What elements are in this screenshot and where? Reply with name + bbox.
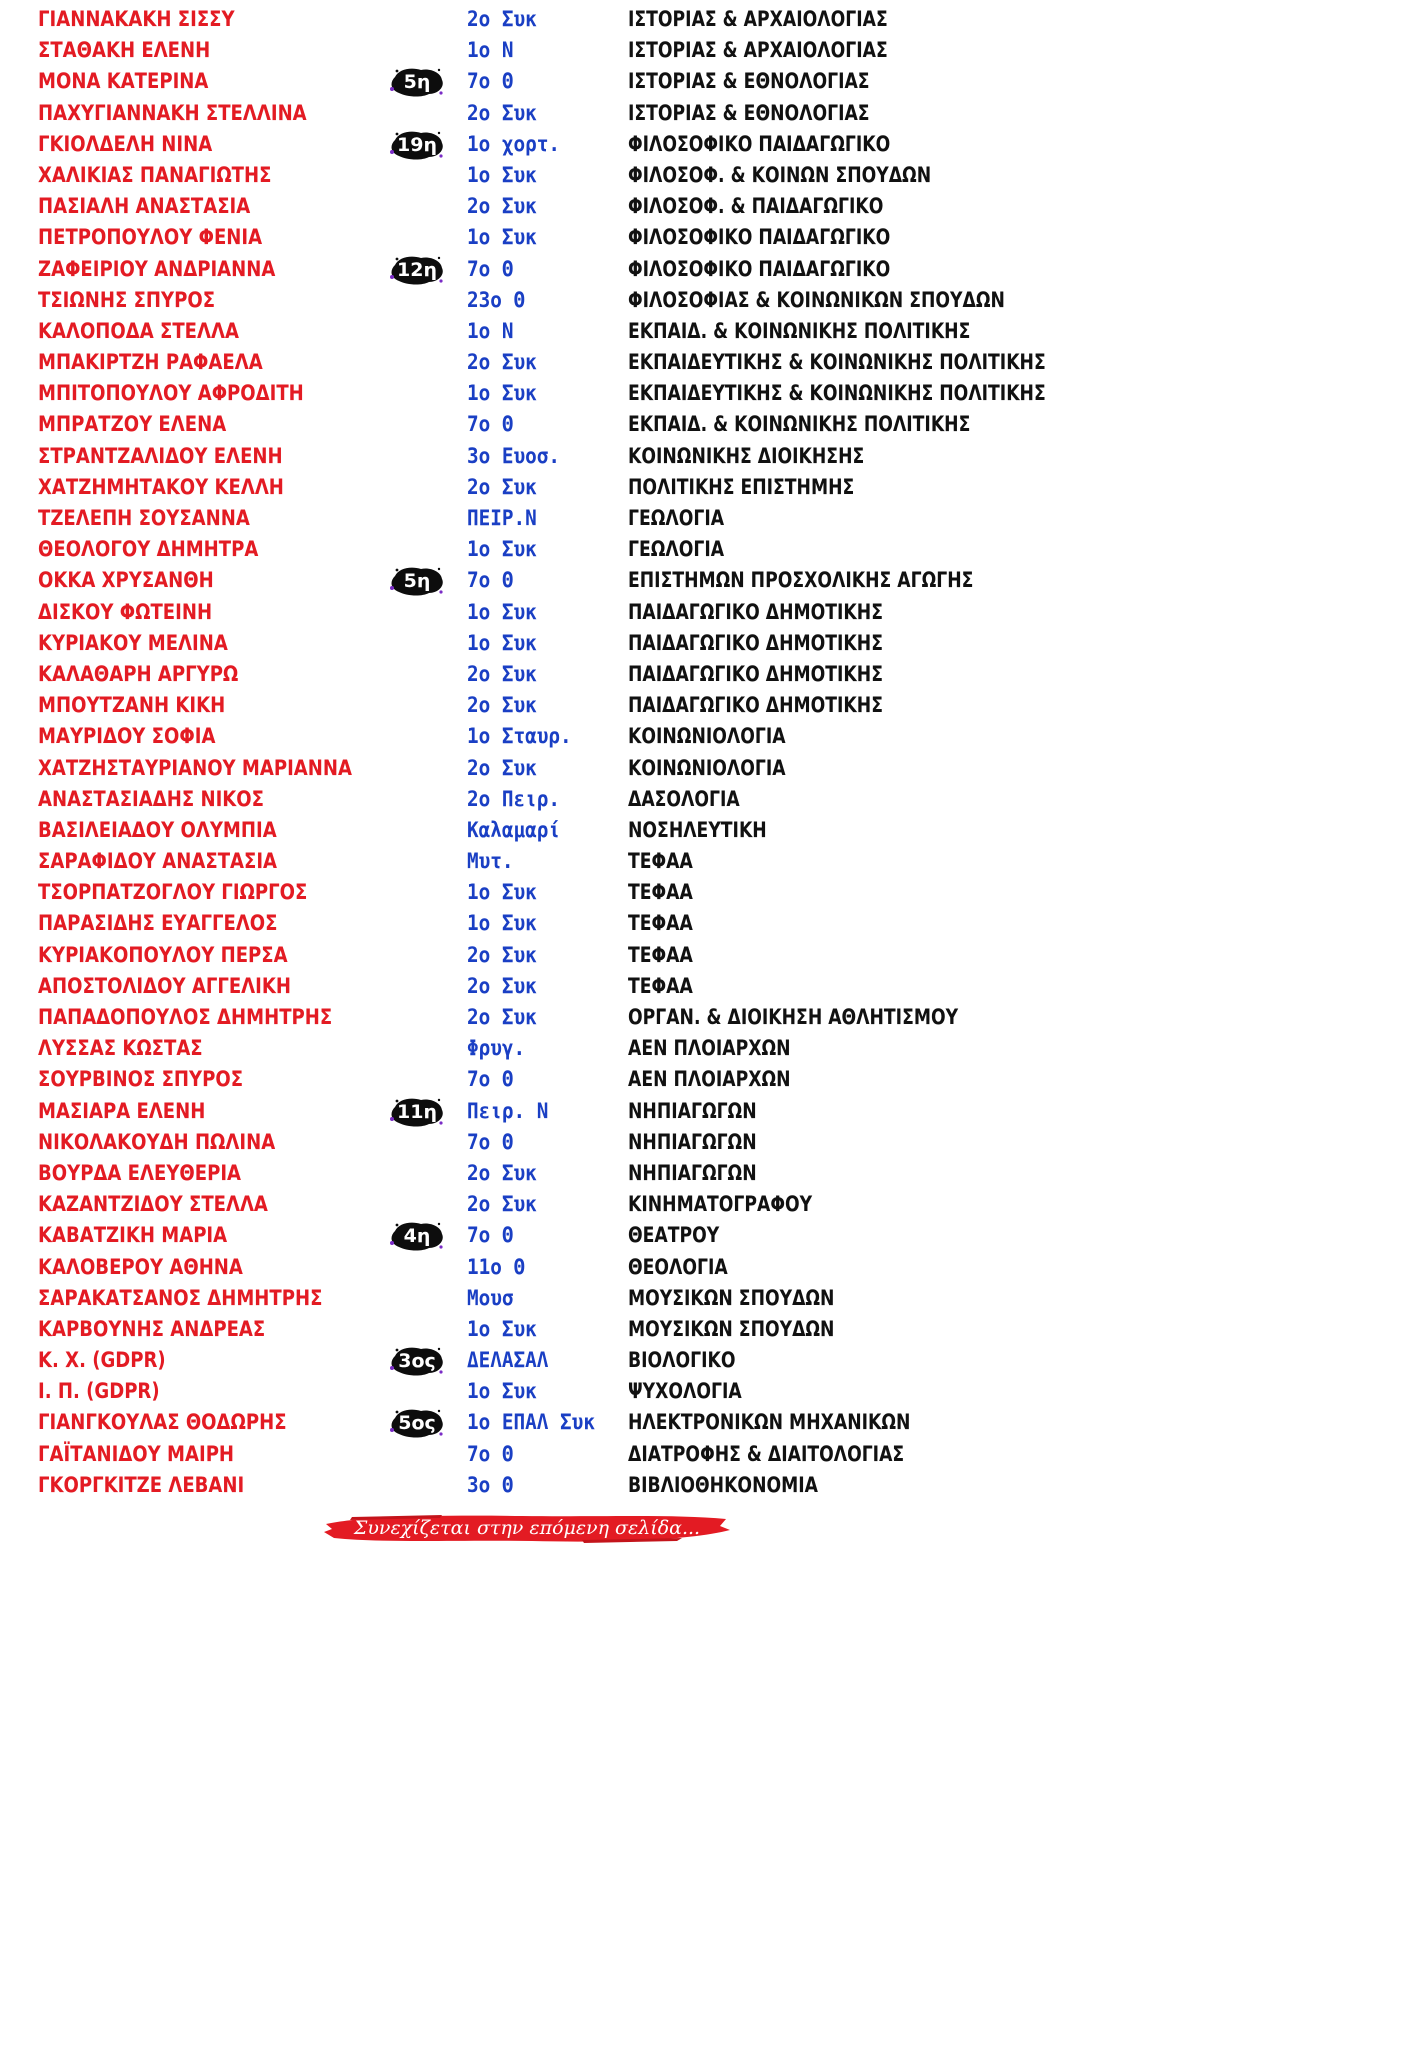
student-name: Κ. Χ. (GDPR) bbox=[38, 1348, 166, 1373]
school-label: 2ο Συκ bbox=[467, 942, 537, 967]
student-name: ΑΠΟΣΤΟΛΙΔΟΥ ΑΓΓΕΛΙΚΗ bbox=[38, 973, 291, 998]
student-name: ΤΣΙΩΝΗΣ ΣΠΥΡΟΣ bbox=[38, 287, 216, 312]
department-label: ΚΟΙΝΩΝΙΟΛΟΓΙΑ bbox=[628, 755, 786, 780]
school-label: 2ο Πειρ. bbox=[467, 786, 561, 811]
school-label: 2ο Συκ bbox=[467, 973, 537, 998]
department-label: ΔΙΑΤΡΟΦΗΣ & ΔΙΑΙΤΟΛΟΓΙΑΣ bbox=[628, 1441, 905, 1466]
student-name: ΒΟΥΡΔΑ ΕΛΕΥΘΕΡΙΑ bbox=[38, 1160, 242, 1185]
school-label: 2ο Συκ bbox=[467, 474, 537, 499]
list-item bbox=[0, 441, 1100, 472]
student-name: ΠΑΠΑΔΟΠΟΥΛΟΣ ΔΗΜΗΤΡΗΣ bbox=[38, 1005, 333, 1029]
department-label: ΕΚΠΑΙΔ. & ΚΟΙΝΩΝΙΚΗΣ ΠΟΛΙΤΙΚΗΣ bbox=[628, 318, 971, 343]
school-label: 2ο Συκ bbox=[467, 1160, 537, 1185]
department-label: ΑΕΝ ΠΛΟΙΑΡΧΩΝ bbox=[628, 1036, 791, 1061]
school-label: Μυτ. bbox=[467, 849, 514, 874]
department-label: ΝΗΠΙΑΓΩΓΩΝ bbox=[628, 1098, 757, 1123]
student-name: ΑΝΑΣΤΑΣΙΑΔΗΣ ΝΙΚΟΣ bbox=[38, 786, 264, 811]
student-name: ΚΥΡΙΑΚΟΠΟΥΛΟΥ ΠΕΡΣΑ bbox=[38, 942, 288, 967]
school-label: 1ο Συκ bbox=[467, 911, 537, 936]
list-item bbox=[0, 1345, 1100, 1376]
rank-badge bbox=[389, 1097, 445, 1127]
student-name: ΧΑΛΙΚΙΑΣ ΠΑΝΑΓΙΩΤΗΣ bbox=[38, 162, 272, 187]
department-label: ΕΚΠΑΙΔ. & ΚΟΙΝΩΝΙΚΗΣ ΠΟΛΙΤΙΚΗΣ bbox=[628, 412, 971, 437]
department-label: ΤΕΦΑΑ bbox=[628, 849, 693, 874]
list-item bbox=[0, 940, 1100, 971]
student-name: ΣΤΡΑΝΤΖΑΛΙΔΟΥ ΕΛΕΝΗ bbox=[38, 443, 283, 468]
school-label: 2ο Συκ bbox=[467, 350, 537, 375]
rank-badge bbox=[389, 1408, 445, 1438]
list-item bbox=[0, 347, 1100, 378]
list-item bbox=[0, 129, 1100, 160]
list-item bbox=[0, 846, 1100, 877]
list-item bbox=[0, 753, 1100, 784]
school-label: 7ο Θ bbox=[467, 1129, 514, 1154]
student-name: ΛΥΣΣΑΣ ΚΩΣΤΑΣ bbox=[38, 1036, 203, 1061]
school-label: 2ο Συκ bbox=[467, 1005, 537, 1029]
school-label: Φρυγ. bbox=[467, 1036, 526, 1061]
department-label: ΜΟΥΣΙΚΩΝ ΣΠΟΥΔΩΝ bbox=[628, 1285, 835, 1310]
student-name: ΜΠΙΤΟΠΟΥΛΟΥ ΑΦΡΟΔΙΤΗ bbox=[38, 381, 304, 406]
department-label: ΘΕΟΛΟΓΙΑ bbox=[628, 1254, 728, 1279]
list-item bbox=[0, 66, 1100, 97]
list-item bbox=[0, 908, 1100, 939]
list-item bbox=[0, 254, 1100, 285]
student-name: ΚΑΛΑΘΑΡΗ ΑΡΓΥΡΩ bbox=[38, 661, 239, 686]
student-name: ΠΑΡΑΣΙΔΗΣ ΕΥΑΓΓΕΛΟΣ bbox=[38, 911, 278, 936]
department-label: ΠΑΙΔΑΓΩΓΙΚΟ ΔΗΜΟΤΙΚΗΣ bbox=[628, 661, 883, 686]
department-label: ΤΕΦΑΑ bbox=[628, 911, 693, 936]
list-item bbox=[0, 1158, 1100, 1189]
school-label: 1ο Ν bbox=[467, 318, 514, 343]
school-label: 2ο Συκ bbox=[467, 1192, 537, 1217]
department-label: ΦΙΛΟΣΟΦΙΑΣ & ΚΟΙΝΩΝΙΚΩΝ ΣΠΟΥΔΩΝ bbox=[628, 287, 1005, 312]
school-label: 2ο Συκ bbox=[467, 661, 537, 686]
school-label: 1ο Συκ bbox=[467, 630, 537, 655]
rank-badge-label: 11η bbox=[397, 1100, 437, 1123]
list-item bbox=[0, 4, 1100, 35]
list-item bbox=[0, 472, 1100, 503]
student-name: ΠΑΧΥΓΙΑΝΝΑΚΗ ΣΤΕΛΛΙΝΑ bbox=[38, 100, 307, 125]
list-item bbox=[0, 628, 1100, 659]
department-label: ΜΟΥΣΙΚΩΝ ΣΠΟΥΔΩΝ bbox=[628, 1316, 835, 1341]
school-label: 7ο Θ bbox=[467, 1223, 514, 1248]
department-label: ΝΗΠΙΑΓΩΓΩΝ bbox=[628, 1160, 757, 1185]
school-label: 2ο Συκ bbox=[467, 100, 537, 125]
student-name: ΚΑΖΑΝΤΖΙΔΟΥ ΣΤΕΛΛΑ bbox=[38, 1192, 268, 1217]
list-item bbox=[0, 35, 1100, 66]
list-item bbox=[0, 1127, 1100, 1158]
school-label: 1ο ΕΠΑΛ Συκ bbox=[467, 1410, 595, 1435]
rank-badge-label: 19η bbox=[397, 133, 437, 156]
student-name: ΚΑΛΟΒΕΡΟΥ ΑΘΗΝΑ bbox=[38, 1254, 243, 1279]
student-name: ΧΑΤΖΗΜΗΤΑΚΟΥ ΚΕΛΛΗ bbox=[38, 474, 284, 499]
rank-badge bbox=[389, 1221, 445, 1251]
department-label: ΙΣΤΟΡΙΑΣ & ΕΘΝΟΛΟΓΙΑΣ bbox=[628, 69, 870, 94]
rank-badge bbox=[389, 1346, 445, 1376]
student-name: ΜΠΟΥΤΖΑΝΗ ΚΙΚΗ bbox=[38, 693, 226, 718]
student-name: Ι. Π. (GDPR) bbox=[38, 1379, 160, 1404]
list-item bbox=[0, 877, 1100, 908]
list-item bbox=[0, 222, 1100, 253]
student-name: ΓΙΑΝΝΑΚΑΚΗ ΣΙΣΣΥ bbox=[38, 7, 235, 31]
department-label: ΓΕΩΛΟΓΙΑ bbox=[628, 506, 725, 530]
school-label: ΔΕΛΑΣΑΛ bbox=[467, 1348, 549, 1373]
department-label: ΙΣΤΟΡΙΑΣ & ΑΡΧΑΙΟΛΟΓΙΑΣ bbox=[628, 7, 888, 31]
school-label: 7ο Θ bbox=[467, 1067, 514, 1092]
student-name: ΖΑΦΕΙΡΙΟΥ ΑΝΔΡΙΑΝΝΑ bbox=[38, 256, 276, 281]
department-label: ΕΚΠΑΙΔΕΥΤΙΚΗΣ & ΚΟΙΝΩΝΙΚΗΣ ΠΟΛΙΤΙΚΗΣ bbox=[628, 381, 1046, 406]
department-label: ΠΟΛΙΤΙΚΗΣ ΕΠΙΣΤΗΜΗΣ bbox=[628, 474, 855, 499]
department-label: ΒΙΒΛΙΟΘΗΚΟΝΟΜΙΑ bbox=[628, 1472, 818, 1497]
school-label: 2ο Συκ bbox=[467, 693, 537, 718]
school-label: 1ο Συκ bbox=[467, 162, 537, 187]
list-item bbox=[0, 316, 1100, 347]
department-label: ΙΣΤΟΡΙΑΣ & ΕΘΝΟΛΟΓΙΑΣ bbox=[628, 100, 870, 125]
student-name: ΤΖΕΛΕΠΗ ΣΟΥΣΑΝΝΑ bbox=[38, 506, 250, 530]
list-item bbox=[0, 1376, 1100, 1407]
department-label: ΚΙΝΗΜΑΤΟΓΡΑΦΟΥ bbox=[628, 1192, 813, 1217]
student-name: ΒΑΣΙΛΕΙΑΔΟΥ ΟΛΥΜΠΙΑ bbox=[38, 817, 277, 842]
school-label: 7ο Θ bbox=[467, 412, 514, 437]
list-item bbox=[0, 784, 1100, 815]
student-name: ΣΑΡΑΚΑΤΣΑΝΟΣ ΔΗΜΗΤΡΗΣ bbox=[38, 1285, 323, 1310]
school-label: 1ο Συκ bbox=[467, 381, 537, 406]
school-label: 7ο Θ bbox=[467, 256, 514, 281]
rank-badge-label: 5η bbox=[403, 570, 431, 593]
list-item bbox=[0, 1314, 1100, 1345]
school-label: Μουσ bbox=[467, 1285, 514, 1310]
results-list bbox=[0, 4, 1100, 1501]
department-label: ΤΕΦΑΑ bbox=[628, 973, 693, 998]
list-item bbox=[0, 690, 1100, 721]
school-label: 2ο Συκ bbox=[467, 7, 537, 31]
list-item bbox=[0, 1439, 1100, 1470]
student-name: ΜΠΡΑΤΖΟΥ ΕΛΕΝΑ bbox=[38, 412, 227, 437]
department-label: ΟΡΓΑΝ. & ΔΙΟΙΚΗΣΗ ΑΘΛΗΤΙΣΜΟΥ bbox=[628, 1005, 959, 1029]
list-item bbox=[0, 503, 1100, 534]
department-label: ΦΙΛΟΣΟΦΙΚΟ ΠΑΙΔΑΓΩΓΙΚΟ bbox=[628, 225, 891, 250]
list-item bbox=[0, 597, 1100, 628]
list-item bbox=[0, 534, 1100, 565]
rank-badge-label: 4η bbox=[403, 1225, 431, 1248]
department-label: ΔΑΣΟΛΟΓΙΑ bbox=[628, 786, 740, 811]
department-label: ΨΥΧΟΛΟΓΙΑ bbox=[628, 1379, 742, 1404]
department-label: ΦΙΛΟΣΟΦ. & ΚΟΙΝΩΝ ΣΠΟΥΔΩΝ bbox=[628, 162, 932, 187]
list-item bbox=[0, 1283, 1100, 1314]
student-name: ΝΙΚΟΛΑΚΟΥΔΗ ΠΩΛΙΝΑ bbox=[38, 1129, 276, 1154]
school-label: 3ο Θ bbox=[467, 1472, 514, 1497]
school-label: 1ο Συκ bbox=[467, 880, 537, 905]
list-item bbox=[0, 1064, 1100, 1095]
student-name: ΣΤΑΘΑΚΗ ΕΛΕΝΗ bbox=[38, 38, 211, 63]
list-item bbox=[0, 1033, 1100, 1064]
school-label: 1ο χορτ. bbox=[467, 131, 561, 156]
school-label: 1ο Σταυρ. bbox=[467, 724, 572, 749]
continued-banner bbox=[322, 1510, 732, 1546]
school-label: 3ο Ευοσ. bbox=[467, 443, 561, 468]
department-label: ΝΗΠΙΑΓΩΓΩΝ bbox=[628, 1129, 757, 1154]
department-label: ΕΚΠΑΙΔΕΥΤΙΚΗΣ & ΚΟΙΝΩΝΙΚΗΣ ΠΟΛΙΤΙΚΗΣ bbox=[628, 350, 1046, 375]
list-item bbox=[0, 565, 1100, 596]
list-item bbox=[0, 378, 1100, 409]
list-item bbox=[0, 191, 1100, 222]
department-label: ΦΙΛΟΣΟΦΙΚΟ ΠΑΙΔΑΓΩΓΙΚΟ bbox=[628, 131, 891, 156]
rank-badge bbox=[389, 130, 445, 160]
department-label: ΠΑΙΔΑΓΩΓΙΚΟ ΔΗΜΟΤΙΚΗΣ bbox=[628, 693, 883, 718]
student-name: ΠΕΤΡΟΠΟΥΛΟΥ ΦΕΝΙΑ bbox=[38, 225, 263, 250]
student-name: ΧΑΤΖΗΣΤΑΥΡΙΑΝΟΥ ΜΑΡΙΑΝΝΑ bbox=[38, 755, 353, 780]
school-label: 1ο Ν bbox=[467, 38, 514, 63]
school-label: 7ο Θ bbox=[467, 69, 514, 94]
school-label: 1ο Συκ bbox=[467, 1316, 537, 1341]
school-label: 23ο Θ bbox=[467, 287, 526, 312]
rank-badge-label: 5ος bbox=[398, 1412, 436, 1435]
list-item bbox=[0, 1252, 1100, 1283]
list-item bbox=[0, 721, 1100, 752]
department-label: ΦΙΛΟΣΟΦ. & ΠΑΙΔΑΓΩΓΙΚΟ bbox=[628, 194, 884, 219]
student-name: ΚΑΡΒΟΥΝΗΣ ΑΝΔΡΕΑΣ bbox=[38, 1316, 266, 1341]
department-label: ΠΑΙΔΑΓΩΓΙΚΟ ΔΗΜΟΤΙΚΗΣ bbox=[628, 599, 883, 624]
department-label: ΠΑΙΔΑΓΩΓΙΚΟ ΔΗΜΟΤΙΚΗΣ bbox=[628, 630, 883, 655]
school-label: 1ο Συκ bbox=[467, 225, 537, 250]
student-name: ΠΑΣΙΑΛΗ ΑΝΑΣΤΑΣΙΑ bbox=[38, 194, 251, 219]
department-label: ΘΕΑΤΡΟΥ bbox=[628, 1223, 720, 1248]
rank-badge-label: 12η bbox=[397, 258, 437, 281]
school-label: 1ο Συκ bbox=[467, 599, 537, 624]
list-item bbox=[0, 971, 1100, 1002]
list-item bbox=[0, 98, 1100, 129]
list-item bbox=[0, 409, 1100, 440]
list-item bbox=[0, 1407, 1100, 1438]
school-label: 7ο Θ bbox=[467, 1441, 514, 1466]
school-label: Πειρ. Ν bbox=[467, 1098, 549, 1123]
department-label: ΚΟΙΝΩΝΙΟΛΟΓΙΑ bbox=[628, 724, 786, 749]
rank-badge-label: 5η bbox=[403, 71, 431, 94]
school-label: ΠΕΙΡ.Ν bbox=[467, 506, 537, 530]
list-item bbox=[0, 285, 1100, 316]
student-name: ΚΥΡΙΑΚΟΥ ΜΕΛΙΝΑ bbox=[38, 630, 228, 655]
student-name: ΟΚΚΑ ΧΡΥΣΑΝΘΗ bbox=[38, 568, 214, 593]
list-item bbox=[0, 1002, 1100, 1033]
student-name: ΓΚΙΟΛΔΕΛΗ ΝΙΝΑ bbox=[38, 131, 213, 156]
school-label: 1ο Συκ bbox=[467, 537, 537, 562]
department-label: ΦΙΛΟΣΟΦΙΚΟ ΠΑΙΔΑΓΩΓΙΚΟ bbox=[628, 256, 891, 281]
student-name: ΣΟΥΡΒΙΝΟΣ ΣΠΥΡΟΣ bbox=[38, 1067, 244, 1092]
list-item bbox=[0, 1220, 1100, 1251]
department-label: ΚΟΙΝΩΝΙΚΗΣ ΔΙΟΙΚΗΣΗΣ bbox=[628, 443, 865, 468]
student-name: ΜΑΥΡΙΔΟΥ ΣΟΦΙΑ bbox=[38, 724, 216, 749]
department-label: ΕΠΙΣΤΗΜΩΝ ΠΡΟΣΧΟΛΙΚΗΣ ΑΓΩΓΗΣ bbox=[628, 568, 974, 593]
student-name: ΘΕΟΛΟΓΟΥ ΔΗΜΗΤΡΑ bbox=[38, 537, 259, 562]
school-label: Καλαμαρί bbox=[467, 817, 561, 842]
student-name: ΓΙΑΝΓΚΟΥΛΑΣ ΘΟΔΩΡΗΣ bbox=[38, 1410, 287, 1435]
school-label: 7ο Θ bbox=[467, 568, 514, 593]
student-name: ΓΑΪΤΑΝΙΔΟΥ ΜΑΙΡΗ bbox=[38, 1441, 235, 1466]
school-label: 1ο Συκ bbox=[467, 1379, 537, 1404]
continued-text: Συνεχίζεται στην επόμενη σελίδα... bbox=[353, 1517, 701, 1539]
department-label: ΓΕΩΛΟΓΙΑ bbox=[628, 537, 725, 562]
rank-badge-label: 3ος bbox=[398, 1350, 436, 1373]
department-label: ΤΕΦΑΑ bbox=[628, 942, 693, 967]
list-item bbox=[0, 160, 1100, 191]
rank-badge bbox=[389, 255, 445, 285]
school-label: 11ο Θ bbox=[467, 1254, 526, 1279]
student-name: ΜΟΝΑ ΚΑΤΕΡΙΝΑ bbox=[38, 69, 209, 94]
department-label: ΙΣΤΟΡΙΑΣ & ΑΡΧΑΙΟΛΟΓΙΑΣ bbox=[628, 38, 888, 63]
list-item bbox=[0, 815, 1100, 846]
student-name: ΜΑΣΙΑΡΑ ΕΛΕΝΗ bbox=[38, 1098, 206, 1123]
department-label: ΗΛΕΚΤΡΟΝΙΚΩΝ ΜΗΧΑΝΙΚΩΝ bbox=[628, 1410, 911, 1435]
student-name: ΣΑΡΑΦΙΔΟΥ ΑΝΑΣΤΑΣΙΑ bbox=[38, 849, 278, 874]
list-item bbox=[0, 1189, 1100, 1220]
list-item bbox=[0, 659, 1100, 690]
department-label: ΝΟΣΗΛΕΥΤΙΚΗ bbox=[628, 817, 767, 842]
student-name: ΤΣΟΡΠΑΤΖΟΓΛΟΥ ΓΙΩΡΓΟΣ bbox=[38, 880, 308, 905]
student-name: ΚΑΒΑΤΖΙΚΗ ΜΑΡΙΑ bbox=[38, 1223, 228, 1248]
list-item bbox=[0, 1470, 1100, 1501]
student-name: ΓΚΟΡΓΚΙΤΖΕ ΛΕΒΑΝΙ bbox=[38, 1472, 245, 1497]
student-name: ΚΑΛΟΠΟΔΑ ΣΤΕΛΛΑ bbox=[38, 318, 239, 343]
department-label: ΒΙΟΛΟΓΙΚΟ bbox=[628, 1348, 736, 1373]
department-label: ΑΕΝ ΠΛΟΙΑΡΧΩΝ bbox=[628, 1067, 791, 1092]
rank-badge bbox=[389, 67, 445, 97]
department-label: ΤΕΦΑΑ bbox=[628, 880, 693, 905]
school-label: 2ο Συκ bbox=[467, 755, 537, 780]
rank-badge bbox=[389, 566, 445, 596]
student-name: ΜΠΑΚΙΡΤΖΗ ΡΑΦΑΕΛΑ bbox=[38, 350, 263, 375]
student-name: ΔΙΣΚΟΥ ΦΩΤΕΙΝΗ bbox=[38, 599, 213, 624]
list-item bbox=[0, 1096, 1100, 1127]
school-label: 2ο Συκ bbox=[467, 194, 537, 219]
